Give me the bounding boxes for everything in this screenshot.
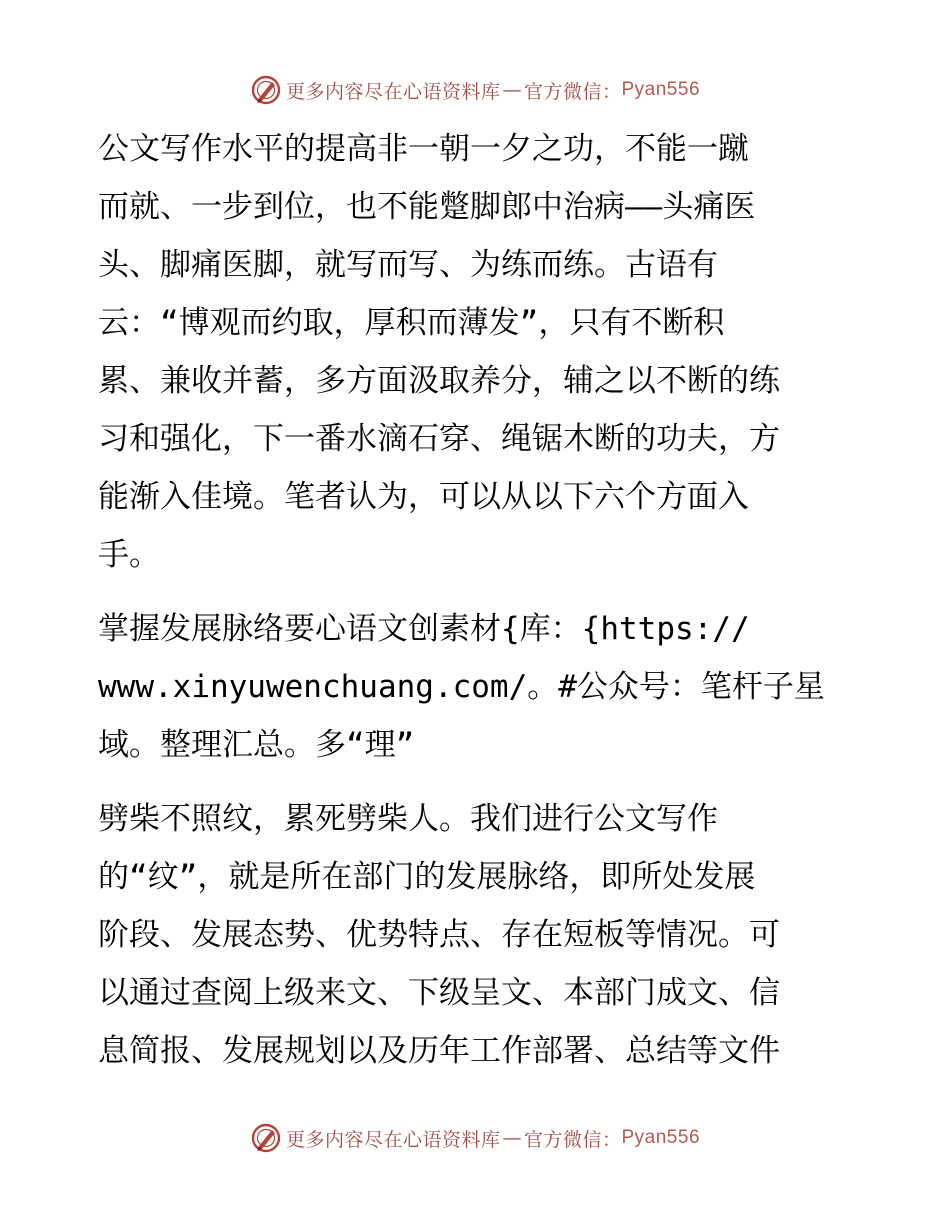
- paragraph-line: 公文写作水平的提高非一朝一夕之功，不能一蹴: [98, 131, 749, 167]
- paragraph-1: [98, 120, 858, 584]
- paragraph-line: 累、兼收并蓄，多方面汲取养分，辅之以不断的练: [98, 363, 780, 399]
- paragraph-line: 而就、一步到位，也不能蹩脚郎中治病——头痛医: [98, 189, 756, 225]
- paragraph-line: 的“纹”，就是所在部门的发展脉络，即所处发展: [98, 859, 756, 895]
- paragraph-gap: [98, 584, 858, 600]
- paragraph-line: 以通过查阅上级来文、下级呈文、本部门成文、信: [98, 975, 780, 1011]
- pen-seal-logo: [250, 1122, 282, 1154]
- header-banner-right-text: 官方微信：: [523, 80, 622, 103]
- paragraph-line: 劈柴不照纹，累死劈柴人。我们进行公文写作: [98, 801, 718, 837]
- document-body: [98, 120, 858, 1080]
- header-banner-separator: —: [502, 79, 522, 101]
- header-banner-left-text: 更多内容尽在心语资料库: [285, 80, 501, 103]
- paragraph-line: 域。整理汇总。多“理”: [98, 727, 415, 763]
- paragraph-line: 手。: [98, 537, 160, 573]
- paragraph-line: 息简报、发展规划以及历年工作部署、总结等文件: [98, 1033, 780, 1069]
- header-banner-account: Pyan556: [621, 79, 701, 100]
- footer-banner: [0, 1118, 950, 1158]
- paragraph-line: 习和强化，下一番水滴石穿、绳锯木断的功夫，方: [98, 421, 780, 457]
- paragraph-gap: [98, 774, 858, 790]
- pen-seal-logo: [250, 74, 282, 106]
- paragraph-line: www.xinyuwenchuang.com/。#公众号：笔杆子星: [98, 669, 825, 705]
- footer-banner-left-text: 更多内容尽在心语资料库: [285, 1128, 501, 1151]
- paragraph-line: 头、脚痛医脚，就写而写、为练而练。古语有: [98, 247, 718, 283]
- paragraph-3: [98, 790, 858, 1080]
- footer-banner-right-text: 官方微信：: [523, 1128, 622, 1151]
- paragraph-2: [98, 600, 858, 774]
- paragraph-line: 云：“博观而约取，厚积而薄发”，只有不断积: [98, 305, 725, 341]
- paragraph-line: 阶段、发展态势、优势特点、存在短板等情况。可: [98, 917, 780, 953]
- paragraph-line: 能渐入佳境。笔者认为，可以从以下六个方面入: [98, 479, 749, 515]
- header-banner: [0, 70, 950, 110]
- footer-banner-account: Pyan556: [621, 1127, 701, 1148]
- paragraph-line: 掌握发展脉络要心语文创素材{库：{https://: [98, 611, 750, 647]
- footer-banner-separator: —: [502, 1127, 522, 1149]
